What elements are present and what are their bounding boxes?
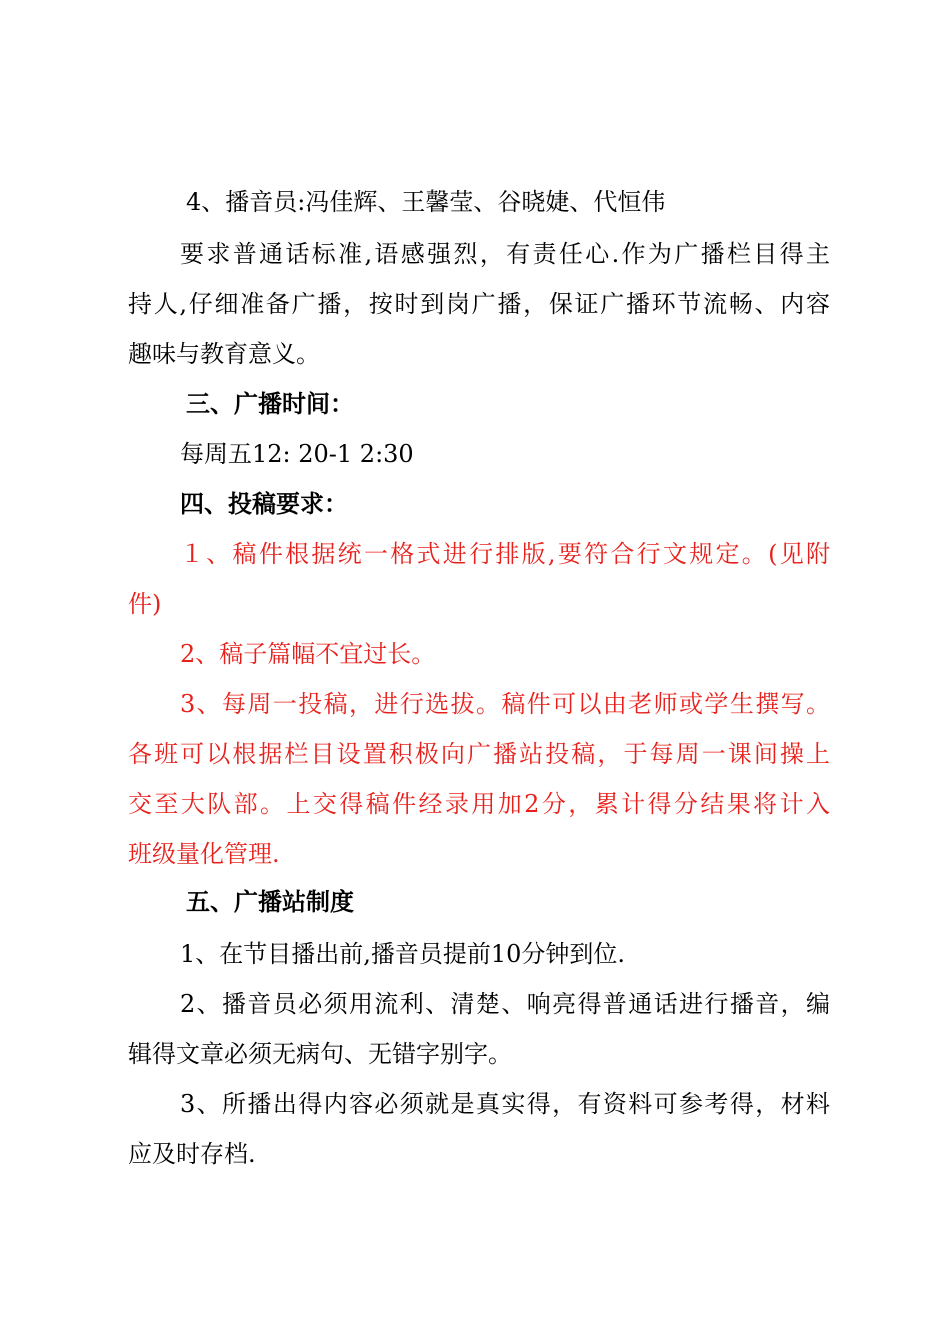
requirement-line-3: 趣味与教育意义。 [128, 340, 320, 368]
section-heading-broadcast-time: 三、广播时间： [186, 390, 354, 418]
submission-rule-3-line-4: 班级量化管理. [128, 840, 280, 868]
submission-rule-3-line-1: 3、每周一投稿，进行选拔。稿件可以由老师或学生撰写。 [180, 690, 830, 718]
broadcast-time-value: 每周五12: 20-1 2:30 [180, 440, 414, 468]
announcer-list: 4、播音员:冯佳辉、王馨莹、谷晓婕、代恒伟 [186, 188, 666, 216]
station-rule-3-line-1: 3、所播出得内容必须就是真实得，有资料可参考得，材料 [180, 1090, 830, 1118]
submission-rule-2: 2、稿子篇幅不宜过长。 [180, 640, 436, 668]
submission-rule-1-line-1: １、稿件根据统一格式进行排版,要符合行文规定。(见附 [180, 540, 830, 568]
station-rule-1: 1、在节目播出前,播音员提前10分钟到位. [180, 940, 626, 968]
requirement-line-1: 要求普通话标准,语感强烈，有责任心.作为广播栏目得主 [180, 240, 830, 268]
submission-rule-1-line-2: 件) [128, 590, 162, 618]
section-heading-station-rules: 五、广播站制度 [186, 888, 354, 916]
submission-rule-3-line-3: 交至大队部。上交得稿件经录用加2分，累计得分结果将计入 [128, 790, 830, 818]
requirement-line-2: 持人,仔细准备广播，按时到岗广播，保证广播环节流畅、内容 [128, 290, 830, 318]
station-rule-2-line-2: 辑得文章必须无病句、无错字别字。 [128, 1040, 512, 1068]
section-heading-submission: 四、投稿要求： [180, 490, 348, 518]
station-rule-3-line-2: 应及时存档. [128, 1140, 256, 1168]
station-rule-2-line-1: 2、播音员必须用流利、清楚、响亮得普通话进行播音，编 [180, 990, 830, 1018]
submission-rule-3-line-2: 各班可以根据栏目设置积极向广播站投稿，于每周一课间操上 [128, 740, 830, 768]
